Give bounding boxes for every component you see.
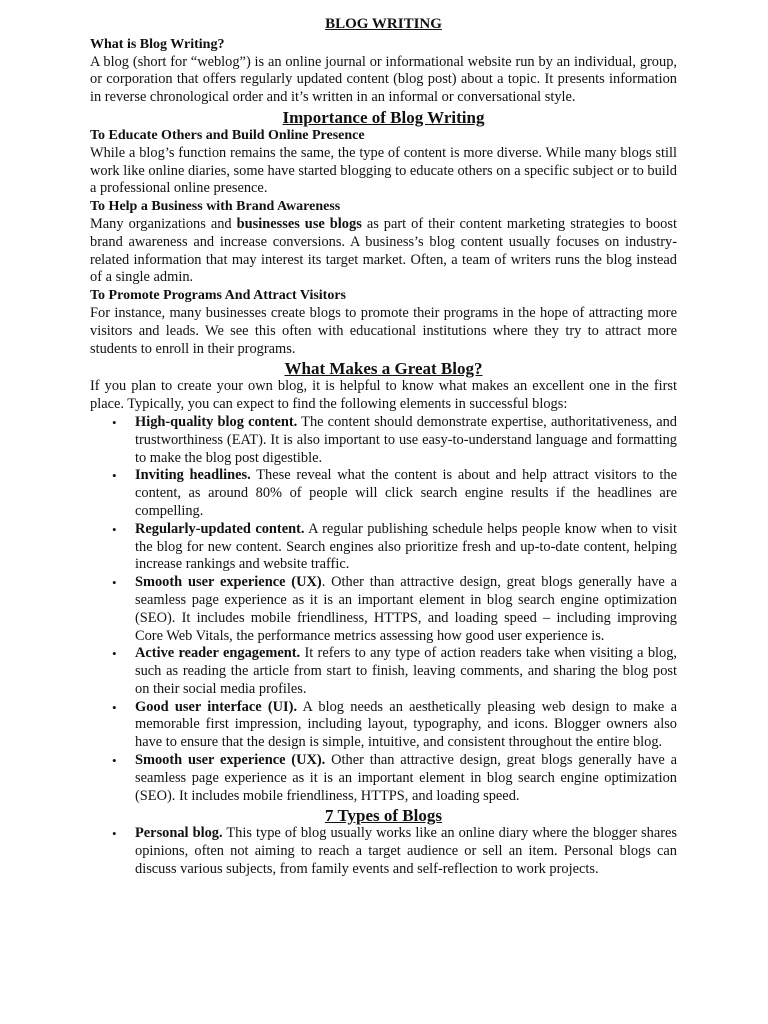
bullet-icon: • bbox=[112, 468, 117, 484]
list-item bbox=[112, 467, 678, 520]
list-item-text: Other than attractive design, great blogs generally have a seamless page experience as it is an important element in blog search engine optimization (SEO). It includes mobile friendliness, HTTPS, and loading speed. bbox=[135, 752, 677, 804]
educate-paragraph: While a blog’s function remains the same, the type of content is more diverse. While many blogs still work like online diaries, some have started blogging to educate others on a specific subject or to build a professional online presence. bbox=[90, 144, 677, 197]
bullet-icon: • bbox=[112, 646, 117, 662]
list-item bbox=[112, 752, 677, 805]
brand-awareness-heading: To Help a Business with Brand Awareness bbox=[90, 199, 341, 215]
what-is-paragraph: A blog (short for “weblog”) is an online journal or informational website run by an individual, group, or corporation that offers regularly updated content (blog post) about a topic. It presents information in reverse chronological order and it’s written in an informal or conversational style. bbox=[90, 53, 677, 106]
list-item-text: A blog needs an aesthetically pleasing web design to make a memorable first impression, including layout, typography, and icons. Blogger owners also have to ensure that the design is simple, intuitive, and consistent throughout the entire blog. bbox=[135, 698, 677, 751]
importance-title: Importance of Blog Writing bbox=[282, 107, 485, 127]
list-item-bold: Inviting headlines. bbox=[135, 467, 251, 484]
list-item-bold: Regularly-updated content. bbox=[135, 520, 305, 537]
list-item bbox=[112, 574, 678, 645]
list-item-text: . Other than attractive design, great blogs generally have a seamless page experience as it is an important element in blog search engine optimization (SEO). It includes mobile friendliness, HTTPS, and loading speed – including improving Core Web Vitals, the performance metrics assessing how good user experience is. bbox=[135, 574, 678, 644]
promote-programs-paragraph: For instance, many businesses create blogs to promote their programs in the hope of attracting more visitors and leads. We see this often with educational institutions where they try to attract more students to enroll in their programs. bbox=[90, 304, 677, 357]
promote-programs-heading: To Promote Programs And Attract Visitors bbox=[90, 288, 346, 304]
list-item bbox=[112, 698, 677, 752]
document-title: BLOG WRITING bbox=[325, 16, 442, 32]
great-blog-list bbox=[90, 414, 677, 806]
types-list bbox=[90, 825, 677, 878]
list-item-bold: Personal blog. bbox=[135, 825, 223, 842]
bullet-icon: • bbox=[112, 414, 117, 430]
great-blog-intro: If you plan to create your own blog, it is helpful to know what makes an excellent one in the first place. Typically, you can expect to find the following elements in successful blogs: bbox=[90, 378, 677, 413]
bullet-icon: • bbox=[112, 575, 117, 591]
educate-heading: To Educate Others and Build Online Presence bbox=[90, 127, 365, 143]
bullet-icon: • bbox=[112, 699, 117, 715]
list-item-text: These reveal what the content is about and help attract visitors to the content, as around 80% of people will click search engine results if the headlines are compelling. bbox=[135, 467, 678, 519]
bullet-icon: • bbox=[112, 521, 117, 537]
list-item bbox=[112, 645, 677, 698]
list-item-bold: Good user interface (UI). bbox=[135, 698, 298, 715]
bullet-icon: • bbox=[112, 826, 117, 842]
list-item-bold: Smooth user experience (UX) bbox=[135, 574, 322, 591]
list-item-text: The content should demonstrate expertise, authoritativeness, and trustworthiness (EAT). It is also important to use easy-to-understand language and formatting to make the blog post digestible. bbox=[135, 413, 677, 466]
list-item-text: A regular publishing schedule helps people know when to visit the blog for new content. Search engines also prioritize fresh and up-to-date content, helping increase rankings and website traffic. bbox=[135, 520, 677, 573]
great-blog-title: What Makes a Great Blog? bbox=[284, 359, 483, 379]
list-item-bold: Active reader engagement. bbox=[135, 645, 301, 662]
what-is-heading: What is Blog Writing? bbox=[90, 36, 225, 52]
bullet-icon: • bbox=[112, 753, 117, 769]
types-title: 7 Types of Blogs bbox=[325, 806, 442, 826]
list-item bbox=[112, 520, 677, 574]
brand-awareness-paragraph bbox=[90, 216, 677, 287]
list-item bbox=[112, 825, 677, 878]
list-item-text: It refers to any type of action readers take when visiting a blog, such as reading the article from start to finish, leaving comments, and sharing the blog post on their social media profiles. bbox=[135, 645, 677, 697]
list-item-bold: Smooth user experience (UX). bbox=[135, 752, 326, 769]
brand-awareness-text-pre: Many organizations and bbox=[90, 215, 237, 232]
brand-awareness-text-bold: businesses use blogs bbox=[236, 215, 362, 232]
list-item bbox=[112, 413, 677, 467]
list-item-text: This type of blog usually works like an online diary where the blogger shares opinions, often not aiming to reach a target audience or sell an item. Personal blogs can discuss various subjects, from family events and self-reflection to work projects. bbox=[135, 825, 677, 878]
brand-awareness-text-post: as part of their content marketing strategies to boost brand awareness and increase conversions. A business’s blog content usually focuses on industry-related information that may interest its target market. Often, a team of writers runs the blog instead of a single admin. bbox=[90, 215, 677, 286]
list-item-bold: High-quality blog content. bbox=[135, 413, 298, 430]
